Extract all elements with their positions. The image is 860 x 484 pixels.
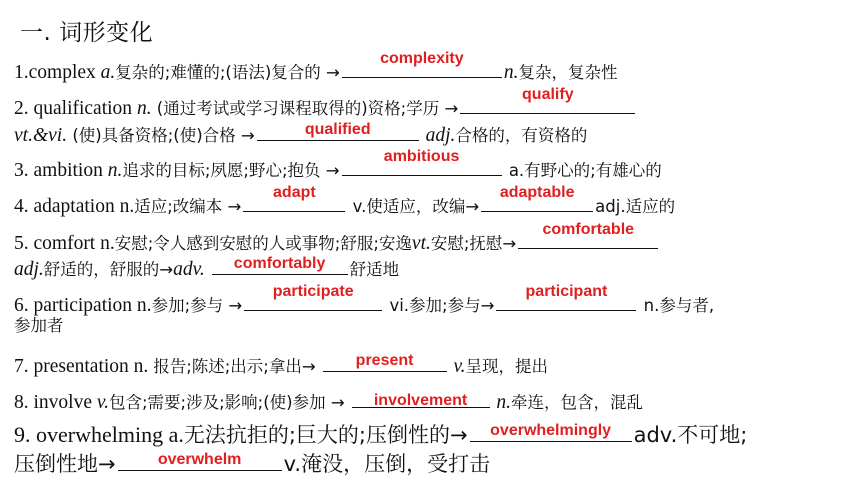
part-of-speech: vt.&vi. [14,125,68,146]
part-of-speech: a. [100,62,116,83]
answer-blank [496,283,636,311]
part-of-speech: n. [496,392,512,413]
item-meaning: 舒适地 [349,260,400,279]
item-6 [14,283,715,318]
item-meaning: vi.参加;参与→ [384,296,495,315]
item-word: 3. ambition [14,160,108,181]
item-word: 6. participation n. [14,295,152,316]
answer-text: adaptable [499,184,575,201]
answer-blank [460,86,635,114]
item-meaning: 压倒性地→ [14,452,116,476]
section-heading: 一. 词形变化 [20,20,154,46]
item-meaning: 安慰;令人感到安慰的人或事物;舒服;安逸 [114,234,412,253]
answer-text: comfortable [542,221,635,238]
answer-text: qualify [522,86,574,103]
item-meaning: 复杂的;难懂的;(语法)复合的 → [115,63,340,82]
item-meaning: v.淹没，压倒，受打击 [283,452,491,476]
item-word: 4. adaptation n. [14,196,135,217]
answer-blank [342,148,502,176]
answer-text: comfortably [233,255,326,272]
item-4 [14,184,676,219]
answer-text: participate [272,283,354,300]
item-word: 7. presentation n. [14,356,154,377]
answer-text: qualified [304,121,371,138]
item-meaning: 复杂，复杂性 [518,63,618,82]
item-word: 1.complex [14,62,101,83]
part-of-speech: v. [96,392,109,413]
part-of-speech: adj. [14,259,44,280]
answer-text: present [355,352,414,369]
answer-text: complexity [380,50,464,67]
item-meaning: 报告;陈述;出示;拿出→ [153,357,316,376]
answer-text: ambitious [383,148,460,165]
answer-text: adapt [273,184,316,201]
item-meaning: 呈现，提出 [465,357,549,376]
item-meaning: 参加;参与 → [151,296,243,315]
item-2 [14,86,637,121]
part-of-speech: adj. [425,125,456,146]
item-meaning: a.有野心的;有雄心的 [503,161,662,180]
answer-blank [342,50,502,78]
part-of-speech: n. [503,62,519,83]
part-of-speech: adv. [173,259,205,280]
answer-blank [118,450,282,471]
item-2-line-2 [14,120,587,148]
item-7 [14,351,548,379]
item-meaning: v.使适应，改编→ [347,197,480,216]
answer-blank [518,221,658,249]
item-6-line-2 [14,314,64,338]
item-5 [14,221,660,256]
item-meaning: 舒适的，舒服的→ [43,260,174,279]
item-5-line-2 [14,254,399,282]
item-meaning: (使)具备资格;(使)合格 → [67,126,255,145]
item-meaning: 无法抗拒的;巨大的;压倒性的→ [183,423,468,447]
item-meaning: 适应;改编本 → [134,197,242,216]
item-9-line-2 [14,450,490,476]
item-meaning: (通过考试或学习课程取得的)资格;学历 → [151,99,459,118]
part-of-speech: n. [136,98,152,119]
item-meaning: adv.不可地; [633,423,748,447]
item-3 [14,148,662,183]
answer-blank [243,184,345,212]
item-meaning: 包含;需要;涉及;影响;(使)参加 → [108,393,345,412]
item-word: 9. overwhelming a. [14,422,184,447]
item-8 [14,387,643,415]
answer-blank [212,254,348,275]
item-meaning: 牵连，包含，混乱 [511,393,644,412]
item-meaning: 安慰;抚慰→ [430,234,517,253]
answer-blank [352,387,490,408]
answer-text: overwhelmingly [490,422,612,439]
part-of-speech: vt. [411,233,431,254]
item-word: 8. involve [14,392,97,413]
item-meaning: 合格的，有资格的 [455,126,588,145]
answer-text: participant [525,283,608,300]
answer-text: involvement [373,392,468,409]
item-meaning: n.参与者, [638,296,715,315]
answer-blank [244,283,382,311]
item-meaning: 参加者 [14,316,64,335]
part-of-speech: v. [453,356,466,377]
answer-blank [470,421,632,442]
item-word: 5. comfort n. [14,233,115,254]
item-word: 2. qualification [14,98,137,119]
item-1 [14,50,618,85]
answer-blank [481,184,593,212]
answer-text: overwhelm [157,451,242,468]
item-9 [14,421,747,447]
answer-blank [257,120,419,141]
item-meaning: 追求的目标;夙愿;野心;抱负 → [122,161,340,180]
item-meaning: adj.适应的 [595,197,676,216]
answer-blank [323,351,447,372]
part-of-speech: n. [107,160,123,181]
